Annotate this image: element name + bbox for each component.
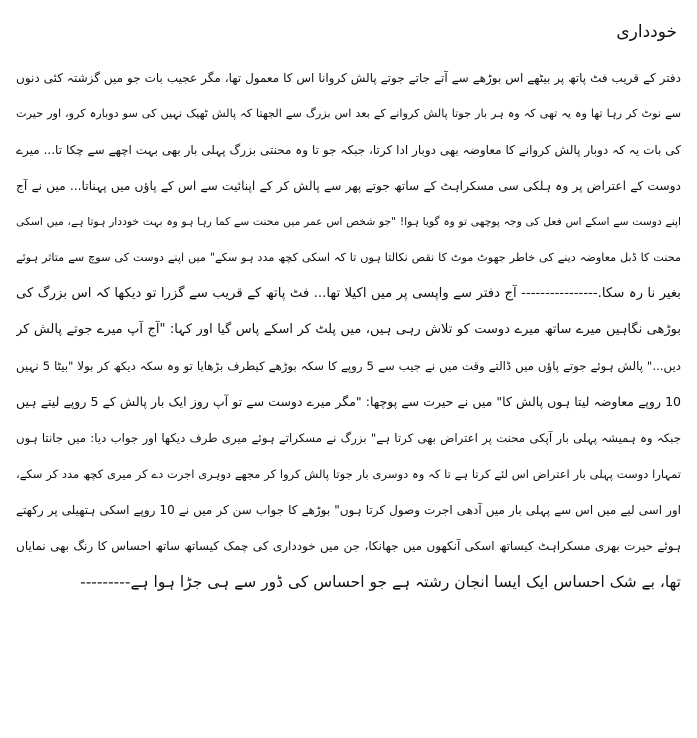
- text-line-last: تھا، بے شک احساس ایک ایسا انجان رشتہ ہے جو احساس کی ڈور سے ہی جڑا ہوا ہے---------: [80, 573, 681, 591]
- text-line: اور اسی لیے میں اس سے پہلی بار میں آدھی اجرت وصول کرتا ہوں" بوڑھے کا جواب سن کر میں نے 10 روپے اسکی ہتھیلی پر رکھتے: [16, 503, 681, 517]
- page-title: خودداری: [616, 22, 677, 42]
- story-body: [16, 60, 681, 600]
- text-line: محنت کا ڈبل معاوضہ دینے کی خاطر جھوٹ موٹ کا نقص نکالتا ہوں تا کہ اسکی کچھ مدد ہو سکے" میں اپنے دوست کی سوچ سے متاثر ہوئے: [16, 251, 681, 264]
- text-line: سے نوٹ کر رہا تھا وہ یہ تھی کہ وہ ہر بار جوتا پالش کروانے کے بعد اس بزرگ سے الجھتا کہ پالش ٹھیک نہیں کی سو دوبارہ کرو، اور حیرت: [16, 107, 681, 120]
- text-line: دفتر کے قریب فٹ پاتھ پر بیٹھے اس بوڑھے سے آتے جاتے جوتے پالش کروانا اس کا معمول تھا، مگر عجیب بات جو میں گزشتہ کئی دنوں: [16, 71, 681, 85]
- text-line: تمہارا دوست پہلی بار اعتراض اس لئے کرتا ہے تا کہ وہ دوسری بار جوتا پالش کروا کر مجھے دوہری اجرت دے کر میری کچھ مدد کر سکے،: [16, 467, 681, 481]
- text-line: کی بات یہ کہ دوبار پالش کروانے کا معاوضہ بھی دوبار ادا کرتا، جبکہ جو تا وہ محنتی بزرگ پہلی بار بھی بہت اچھے سے چکا تا... میرے: [16, 143, 681, 157]
- text-line: بغیر نا رہ سکا.---------------- آج دفتر سے واپسی پر میں اکیلا تھا... فٹ پاتھ کے قریب سے گزرا تو دیکھا کہ اس بزرگ کی: [16, 286, 681, 301]
- text-line: ہوئے حیرت بھری مسکراہٹ کیساتھ اسکی آنکھوں میں جھانکا، جن میں خودداری کی چمک کیساتھ ساتھ احساس کا رنگ بھی نمایاں: [16, 539, 681, 553]
- text-line: دوست کے اعتراض پر وہ ہلکی سی مسکراہٹ کے ساتھ جوتے پھر سے پالش کر کے اپنائیت سے اس کے پاؤں میں پہناتا... میں نے آج: [16, 179, 681, 193]
- text-line: 10 روپے معاوضہ لیتا ہوں پالش کا" میں نے حیرت سے پوچھا: "مگر میرے دوست سے تو آپ روز ایک بار پالش کے 5 روپے لیتے ہیں: [16, 394, 681, 409]
- text-line: جبکہ وہ ہمیشہ پہلی بار آپکی محنت پر اعتراض بھی کرتا ہے" بزرگ نے مسکراتے ہوئے میری طرف دیکھا اور جواب دیا: میں جانتا ہوں: [16, 431, 681, 445]
- text-line: بوڑھی نگاہیں میرے ساتھ میرے دوست کو تلاش رہی ہیں، میں پلٹ کر اسکے پاس گیا اور کہا: "آج آپ میرے جوتے پالش کر: [16, 322, 681, 337]
- text-line: اپنے دوست سے اسکے اس فعل کی وجہ پوچھی تو وہ گویا ہوا! "جو شخص اس عمر میں محنت سے کما رہا ہو وہ بہت خوددار ہوتا ہے، میں اسکی: [16, 215, 681, 228]
- text-line: دیں..." پالش ہوئے جوتے پاؤں میں ڈالتے وقت میں نے جیب سے 5 روپے کا سکہ بوڑھے کیطرف بڑھایا تو وہ سکہ دیکھ کر بولا "بیٹا 5 نہیں: [16, 359, 681, 373]
